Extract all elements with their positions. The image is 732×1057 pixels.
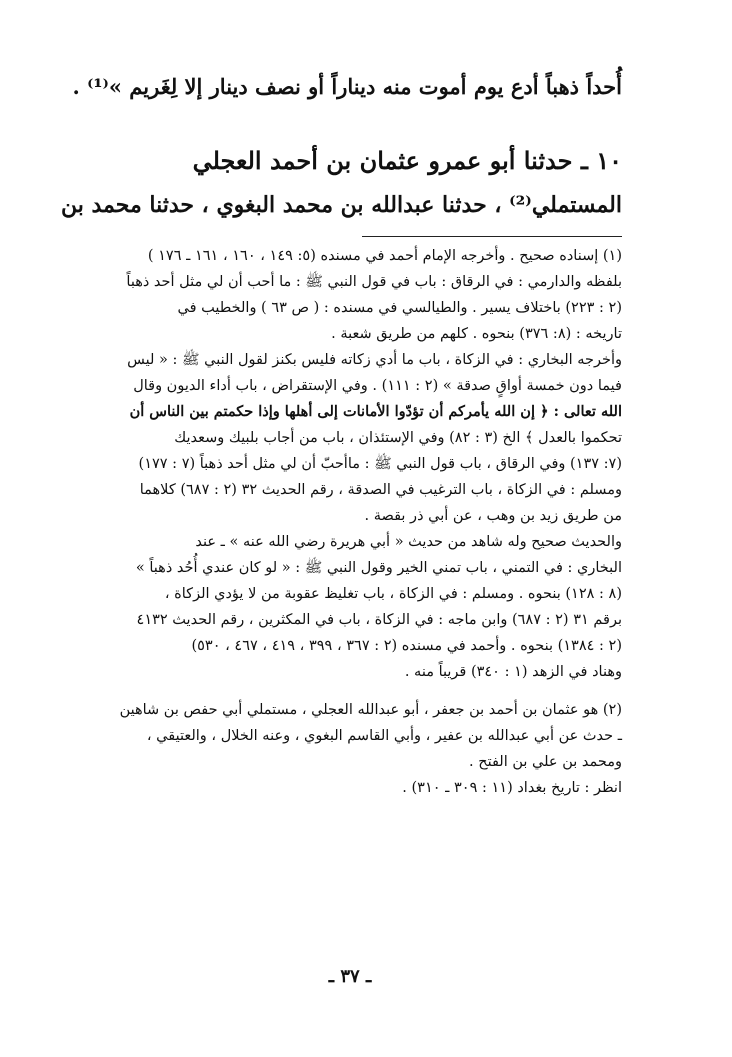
footnote-line: البخاري : في التمني ، باب تمني الخير وقول النبي ﷺ : « لو كان عندي أُحُد ذهباً » — [135, 560, 622, 576]
footnote-line: والحديث صحيح وله شاهد من حديث « أبي هريرة رضي الله عنه » ـ عند — [195, 534, 622, 550]
footnote-separator — [362, 236, 622, 237]
footnote-line: الله تعالى : ﴿ إن الله يأمركم أن تؤدّوا الأمانات إلى أهلها وإذا حكمتم بين الناس أن — [129, 403, 622, 420]
footnote-line: وهناد في الزهد (١ : ٣٤٠) قريباً منه . — [404, 664, 622, 680]
footnote-line: (٧: ١٣٧) وفي الرقاق ، باب قول النبي ﷺ : ماأحبّ أن لي مثل أحد ذهباً (٧ : ١٧٧) — [138, 456, 622, 472]
footnote-line: (٢) هو عثمان بن أحمد بن جعفر ، أبو عبدالله العجلي ، مستملي أبي حفص بن شاهين — [119, 702, 622, 718]
footnote-line: فيما دون خمسة أواقٍ صدقة » (٢ : ١١١) . وفي الإستقراض ، باب أداء الديون وقال — [133, 378, 622, 394]
footnote-line: (١) إسناده صحيح . وأخرجه الإمام أحمد في مسنده (٥: ١٤٩ ، ١٦٠ ، ١٦١ ـ ١٧٦ ) — [147, 248, 622, 264]
main-text-line-3: المستملي⁽²⁾ ، حدثنا عبدالله بن محمد البغوي ، حدثنا محمد بن — [60, 192, 622, 218]
footnote-line: تاريخه : (٨: ٣٧٦) بنحوه . كلهم من طريق شعبة . — [331, 326, 622, 342]
hadith-heading-line: ١٠ ـ حدثنا أبو عمرو عثمان بن أحمد العجلي — [192, 146, 622, 175]
footnote-line: ـ حدث عن أبي عبدالله بن عفير ، وأبي القاسم البغوي ، وعنه الخلال ، والعتيقي ، — [146, 728, 622, 744]
footnote-line: انظر : تاريخ بغداد (١١ : ٣٠٩ ـ ٣١٠) . — [402, 780, 622, 796]
footnote-line: من طريق زيد بن وهب ، عن أبي ذر بقصة . — [364, 508, 622, 524]
footnote-line: ومسلم : في الزكاة ، باب الترغيب في الصدقة ، رقم الحديث ٣٢ (٢ : ٦٨٧) كلاهما — [139, 482, 622, 498]
footnote-line: وأخرجه البخاري : في الزكاة ، باب ما أدي زكاته فليس بكنز لقول النبي ﷺ : « ليس — [127, 352, 622, 368]
footnote-line: (٢ : ٢٢٣) باختلاف يسير . والطيالسي في مسنده : ( ص ٦٣ ) والخطيب في — [177, 300, 622, 316]
main-text-line-1: أُحداً ذهباً أدع يوم أموت منه ديناراً أو نصف دينار إلا لِغَريم »⁽¹⁾ . — [72, 74, 622, 99]
footnote-line: (٢ : ١٣٨٤) بنحوه . وأحمد في مسنده (٢ : ٣٦٧ ، ٣٩٩ ، ٤١٩ ، ٤٦٧ ، ٥٣٠) — [191, 638, 622, 654]
page-number: ـ ٣٧ ـ — [328, 966, 372, 987]
footnote-line: ومحمد بن علي بن الفتح . — [469, 754, 622, 770]
footnote-line: تحكموا بالعدل ﴾ الخ (٣ : ٨٢) وفي الإستئذان ، باب من أجاب بلبيك وسعديك — [174, 430, 622, 446]
footnote-line: برقم ٣١ (٢ : ٦٨٧) وابن ماجه : في الزكاة ، باب في المكثرين ، رقم الحديث ٤١٣٢ — [136, 612, 622, 628]
footnote-line: (٨ : ١٢٨) بنحوه . ومسلم : في الزكاة ، باب تغليظ عقوبة من لا يؤدي الزكاة ، — [164, 586, 622, 602]
footnote-line: بلفظه والدارمي : في الرقاق : باب في قول النبي ﷺ : ما أحب أن لي مثل أحد ذهباً — [126, 274, 622, 290]
